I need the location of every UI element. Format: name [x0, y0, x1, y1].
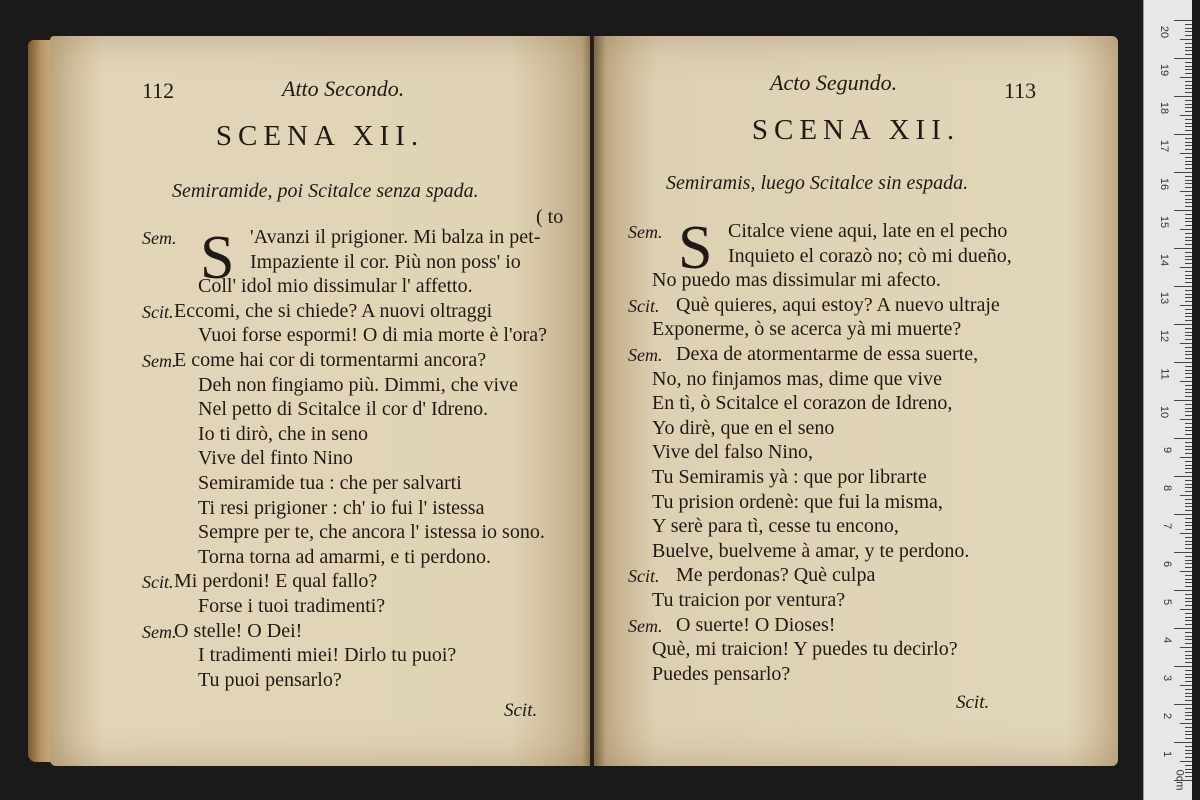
ruler-tick [1185, 499, 1192, 500]
ruler-tick [1185, 491, 1192, 492]
ruler-tick [1180, 343, 1192, 344]
ruler-tick [1185, 719, 1192, 720]
ruler-tick [1185, 415, 1192, 416]
ruler-tick [1174, 58, 1192, 59]
verse-line: No, no finjamos mas, dime que vive [652, 367, 942, 390]
ruler-tick [1185, 316, 1192, 317]
ruler-tick [1174, 742, 1192, 743]
ruler-tick [1185, 689, 1192, 690]
ruler-tick [1185, 180, 1192, 181]
ruler-tick [1174, 666, 1192, 667]
ruler-tick [1185, 73, 1192, 74]
ruler-tick [1185, 92, 1192, 93]
speaker-label: Scit. [628, 566, 660, 587]
ruler-tick [1185, 727, 1192, 728]
ruler-tick [1174, 362, 1192, 363]
ruler-tick [1185, 259, 1192, 260]
ruler-tick [1185, 434, 1192, 435]
ruler-tick [1185, 731, 1192, 732]
running-head: Acto Segundo. [770, 70, 898, 95]
verse-line: Citalce viene aqui, late en el pecho [728, 220, 1008, 242]
ruler-tick [1185, 738, 1192, 739]
ruler-tick [1174, 552, 1192, 553]
ruler-tick [1185, 404, 1192, 405]
ruler-tick [1185, 256, 1192, 257]
scene-title: SCENA XII. [215, 120, 425, 152]
ruler-tick [1174, 628, 1192, 629]
ruler-tick [1185, 373, 1192, 374]
ruler-tick [1185, 221, 1192, 222]
ruler-tick [1185, 582, 1192, 583]
verse-line: Coll' idol mio dissimular l' affetto. [198, 275, 473, 298]
ruler-tick [1185, 195, 1192, 196]
ruler-tick [1180, 761, 1192, 762]
ruler-tick [1185, 442, 1192, 443]
verse-line: Deh non fingiamo più. Dimmi, che vive [198, 373, 518, 396]
ruler-tick [1174, 400, 1192, 401]
ruler-tick [1185, 301, 1192, 302]
verse-line: Eccomi, che si chiede? A nuovi oltraggi [174, 299, 493, 322]
ruler-tick [1185, 670, 1192, 671]
ruler-tick [1185, 282, 1192, 283]
ruler-tick [1185, 206, 1192, 207]
ruler-tick [1180, 381, 1192, 382]
ruler-tick [1185, 708, 1192, 709]
speaker-label: Scit. [628, 295, 660, 316]
ruler-tick [1185, 366, 1192, 367]
ruler-tick [1185, 377, 1192, 378]
verse-line: E come hai cor di tormentarmi ancora? [174, 349, 487, 371]
ruler-tick [1185, 503, 1192, 504]
ruler-tick [1185, 225, 1192, 226]
ruler-tick [1185, 411, 1192, 412]
ruler-tick [1185, 453, 1192, 454]
ruler-number: 6 [1160, 560, 1173, 568]
ruler-tick [1185, 696, 1192, 697]
left-page [50, 36, 590, 766]
ruler-tick [1185, 237, 1192, 238]
ruler-tick [1185, 81, 1192, 82]
ruler-number: 13 [1157, 291, 1170, 305]
ruler-tick [1174, 324, 1192, 325]
ruler-tick [1185, 579, 1192, 580]
ruler-tick [1185, 50, 1192, 51]
verse-line: Tu traicion por ventura? [652, 589, 846, 611]
overflow-word: ( to [536, 206, 564, 228]
ruler-tick [1185, 66, 1192, 67]
ruler-tick [1185, 594, 1192, 595]
ruler-tick [1185, 31, 1192, 32]
ruler-tick [1185, 556, 1192, 557]
ruler-tick [1185, 54, 1192, 55]
speaker-label: Scit. [142, 301, 174, 322]
drop-cap: S [678, 214, 713, 282]
verse-line: En tì, ò Scitalce el corazon de Idreno, [652, 392, 953, 415]
ruler-tick [1185, 510, 1192, 511]
ruler-tick [1180, 609, 1192, 610]
ruler-tick [1185, 662, 1192, 663]
ruler-tick [1185, 389, 1192, 390]
ruler-tick [1185, 199, 1192, 200]
ruler-tick [1174, 476, 1192, 477]
verse-line: Tu Semiramis yà : que por librarte [652, 466, 927, 488]
ruler-tick [1185, 567, 1192, 568]
ruler-tick [1174, 172, 1192, 173]
ruler-tick [1185, 275, 1192, 276]
ruler-tick [1185, 461, 1192, 462]
ruler-tick [1185, 385, 1192, 386]
ruler-tick [1185, 354, 1192, 355]
ruler-number: 15 [1157, 215, 1170, 229]
ruler-tick [1185, 396, 1192, 397]
ruler-tick [1180, 267, 1192, 268]
ruler-tick [1185, 69, 1192, 70]
ruler-tick [1185, 161, 1192, 162]
ruler-tick [1185, 126, 1192, 127]
ruler-tick [1185, 313, 1192, 314]
ruler-number: 5 [1160, 598, 1173, 606]
ruler-tick [1185, 674, 1192, 675]
ruler-tick [1185, 700, 1192, 701]
ruler-tick [1185, 328, 1192, 329]
ruler-tick [1185, 271, 1192, 272]
ruler-tick [1185, 233, 1192, 234]
verse-line: Què quieres, aqui estoy? A nuevo ultraje [676, 293, 1000, 316]
ruler-tick [1180, 153, 1192, 154]
ruler-tick [1174, 590, 1192, 591]
ruler-tick [1185, 62, 1192, 63]
ruler-number: 19 [1157, 63, 1170, 77]
ruler-tick [1185, 753, 1192, 754]
verse-line: I tradimenti miei! Dirlo tu puoi? [198, 644, 457, 667]
verse-line: Me perdonas? Què culpa [676, 564, 876, 587]
ruler-tick [1185, 712, 1192, 713]
ruler-tick [1185, 632, 1192, 633]
ruler-tick [1180, 685, 1192, 686]
ruler-number: 16 [1157, 177, 1170, 191]
ruler-number: 7 [1160, 522, 1173, 530]
speaker-label: Sem. [142, 621, 177, 642]
ruler-tick [1185, 332, 1192, 333]
drop-cap: S [200, 224, 235, 292]
verse-line: Impaziente il cor. Più non poss' io [250, 250, 521, 273]
ruler-unit-label: 0cm [1173, 769, 1186, 791]
ruler-tick [1185, 320, 1192, 321]
ruler-tick [1185, 586, 1192, 587]
ruler-tick [1185, 142, 1192, 143]
book-gutter [582, 36, 606, 766]
verse-line: Inquieto el corazò no; cò mi dueño, [728, 244, 1012, 267]
catchword: Scit. [956, 692, 990, 713]
ruler-tick [1185, 518, 1192, 519]
ruler-tick [1185, 427, 1192, 428]
verse-line: O suerte! O Dioses! [676, 613, 836, 636]
ruler-tick [1185, 765, 1192, 766]
ruler-tick [1174, 514, 1192, 515]
verse-line: Sempre per te, che ancora l' istessa io sono. [198, 521, 545, 544]
verse-line: Mi perdoni! E qual fallo? [174, 570, 378, 593]
ruler-tick [1185, 620, 1192, 621]
ruler-tick [1185, 643, 1192, 644]
ruler-tick [1185, 309, 1192, 310]
ruler-tick [1185, 218, 1192, 219]
ruler-tick [1185, 335, 1192, 336]
ruler-tick [1185, 651, 1192, 652]
verse-line: Ti resi prigioner : ch' io fui l' istessa [198, 496, 485, 519]
ruler-tick [1185, 244, 1192, 245]
verse-line: Semiramide tua : che per salvarti [198, 472, 462, 494]
ruler-tick [1185, 263, 1192, 264]
ruler-tick [1185, 294, 1192, 295]
ruler-tick [1185, 468, 1192, 469]
verse-line: Y serè para tì, cesse tu encono, [652, 515, 899, 538]
verse-line: Tu puoi pensarlo? [198, 668, 342, 691]
ruler-tick [1185, 408, 1192, 409]
ruler-tick [1185, 746, 1192, 747]
ruler-tick [1185, 605, 1192, 606]
ruler-tick [1185, 449, 1192, 450]
speaker-label: Sem. [142, 228, 177, 248]
ruler-number: 20 [1157, 25, 1170, 39]
ruler-tick [1185, 123, 1192, 124]
catchword: Scit. [504, 700, 538, 721]
ruler-tick [1185, 772, 1192, 773]
ruler-tick [1185, 430, 1192, 431]
ruler-tick [1185, 100, 1192, 101]
ruler-tick [1185, 278, 1192, 279]
ruler-tick [1185, 187, 1192, 188]
ruler-tick [1185, 297, 1192, 298]
ruler-tick [1185, 655, 1192, 656]
ruler-tick [1174, 704, 1192, 705]
verse-line: Exponerme, ò se acerca yà mi muerte? [652, 318, 962, 341]
ruler-tick [1185, 715, 1192, 716]
verse-line: Yo dirè, que en el seno [652, 416, 835, 439]
ruler-number: 17 [1157, 139, 1170, 153]
ruler-tick [1185, 617, 1192, 618]
ruler-tick [1185, 35, 1192, 36]
verse-line: 'Avanzi il prigioner. Mi balza in pet- [250, 226, 541, 248]
ruler-number: 2 [1160, 712, 1173, 720]
ruler-tick [1185, 575, 1192, 576]
ruler-tick [1174, 286, 1192, 287]
ruler-tick [1185, 176, 1192, 177]
ruler-tick [1180, 39, 1192, 40]
ruler-number: 14 [1157, 253, 1170, 267]
ruler-tick [1185, 563, 1192, 564]
ruler-tick [1185, 537, 1192, 538]
open-book [22, 30, 1120, 778]
ruler-tick [1185, 529, 1192, 530]
ruler-number: 10 [1157, 405, 1170, 419]
ruler-tick [1174, 20, 1192, 21]
ruler-tick [1185, 658, 1192, 659]
ruler-tick [1185, 351, 1192, 352]
ruler-tick [1185, 138, 1192, 139]
ruler-tick [1180, 495, 1192, 496]
ruler-tick [1185, 214, 1192, 215]
ruler-tick [1185, 290, 1192, 291]
ruler-tick [1185, 423, 1192, 424]
ruler-number: 11 [1158, 368, 1171, 380]
ruler-tick [1174, 438, 1192, 439]
scene-subtitle: Semiramis, luego Scitalce sin espada. [666, 172, 969, 194]
verse-line: Buelve, buelveme à amar, y te perdono. [652, 539, 970, 562]
ruler-tick [1180, 229, 1192, 230]
ruler-tick [1185, 43, 1192, 44]
ruler-tick [1185, 465, 1192, 466]
ruler-tick [1185, 157, 1192, 158]
ruler-tick [1185, 183, 1192, 184]
ruler-tick [1185, 506, 1192, 507]
ruler-tick [1185, 104, 1192, 105]
ruler-tick [1185, 168, 1192, 169]
ruler-tick [1185, 480, 1192, 481]
ruler-tick [1185, 541, 1192, 542]
verse-line: Vive del finto Nino [198, 447, 353, 470]
verse-line: Torna torna ad amarmi, e ti perdono. [198, 545, 491, 568]
ruler-tick [1180, 533, 1192, 534]
ruler-tick [1185, 769, 1192, 770]
measuring-ruler [1143, 0, 1192, 800]
ruler-tick [1185, 370, 1192, 371]
ruler-tick [1185, 47, 1192, 48]
ruler-tick [1185, 636, 1192, 637]
page-number: 113 [1004, 78, 1037, 103]
ruler-number: 3 [1160, 674, 1173, 682]
ruler-tick [1185, 252, 1192, 253]
ruler-tick [1180, 723, 1192, 724]
ruler-number: 4 [1160, 636, 1173, 644]
verse-line: Tu prision ordenè: que fui la misma, [652, 490, 943, 513]
ruler-tick [1185, 598, 1192, 599]
ruler-tick [1185, 392, 1192, 393]
verse-line: Forse i tuoi tradimenti? [198, 595, 386, 617]
right-page [594, 36, 1118, 766]
verse-line: Vive del falso Nino, [652, 441, 813, 464]
ruler-tick [1185, 240, 1192, 241]
ruler-tick [1185, 85, 1192, 86]
page-number: 112 [142, 78, 175, 103]
ruler-tick [1185, 358, 1192, 359]
verse-line: Què, mi traicion! Y puedes tu decirlo? [652, 638, 958, 661]
ruler-tick [1185, 525, 1192, 526]
ruler-tick [1185, 111, 1192, 112]
ruler-tick [1185, 548, 1192, 549]
speaker-label: Sem. [628, 615, 663, 636]
ruler-tick [1185, 750, 1192, 751]
ruler-tick [1185, 677, 1192, 678]
ruler-tick [1185, 522, 1192, 523]
ruler-tick [1180, 571, 1192, 572]
ruler-tick [1185, 601, 1192, 602]
ruler-tick [1185, 28, 1192, 29]
ruler-tick [1185, 164, 1192, 165]
ruler-tick [1185, 472, 1192, 473]
ruler-tick [1185, 339, 1192, 340]
ruler-tick [1185, 145, 1192, 146]
ruler-tick [1174, 96, 1192, 97]
ruler-number: 9 [1160, 446, 1173, 454]
ruler-tick [1180, 191, 1192, 192]
verse-line: Io ti dirò, che in seno [198, 422, 368, 445]
ruler-tick [1185, 613, 1192, 614]
ruler-tick [1185, 347, 1192, 348]
verse-line: No puedo mas dissimular mi afecto. [652, 269, 941, 292]
speaker-label: Sem. [628, 222, 663, 242]
ruler-number: 18 [1157, 101, 1170, 115]
ruler-tick [1185, 130, 1192, 131]
ruler-tick [1185, 202, 1192, 203]
ruler-tick [1185, 119, 1192, 120]
verse-line: Nel petto di Scitalce il cor d' Idreno. [198, 398, 489, 421]
ruler-tick [1174, 210, 1192, 211]
speaker-label: Sem. [628, 345, 663, 365]
ruler-number: 8 [1160, 484, 1173, 492]
running-head: Atto Secondo. [282, 76, 405, 101]
verse-line: Vuoi forse espormi! O di mia morte è l'ora? [198, 324, 547, 347]
ruler-tick [1180, 305, 1192, 306]
ruler-tick [1180, 115, 1192, 116]
scene-title: SCENA XII. [751, 114, 961, 146]
ruler-tick [1180, 647, 1192, 648]
speaker-label: Scit. [142, 572, 174, 593]
ruler-number: 12 [1157, 329, 1170, 343]
ruler-tick [1180, 77, 1192, 78]
scene-subtitle: Semiramide, poi Scitalce senza spada. [172, 180, 479, 202]
ruler-tick [1180, 457, 1192, 458]
ruler-tick [1185, 734, 1192, 735]
ruler-tick [1174, 134, 1192, 135]
ruler-tick [1185, 681, 1192, 682]
ruler-tick [1185, 24, 1192, 25]
ruler-tick [1185, 88, 1192, 89]
ruler-tick [1185, 487, 1192, 488]
ruler-tick [1185, 446, 1192, 447]
ruler-tick [1185, 776, 1192, 777]
ruler-tick [1185, 484, 1192, 485]
verse-line: O stelle! O Dei! [174, 619, 303, 642]
ruler-tick [1185, 560, 1192, 561]
ruler-number: 1 [1160, 750, 1173, 758]
speaker-label: Sem. [142, 351, 177, 371]
ruler-tick [1185, 544, 1192, 545]
ruler-tick [1185, 639, 1192, 640]
ruler-tick [1180, 419, 1192, 420]
ruler-tick [1185, 693, 1192, 694]
ruler-tick [1185, 149, 1192, 150]
verse-line: Puedes pensarlo? [652, 662, 791, 685]
ruler-tick [1185, 107, 1192, 108]
ruler-tick [1185, 624, 1192, 625]
verse-line: Dexa de atormentarme de essa suerte, [676, 343, 979, 365]
ruler-tick [1174, 248, 1192, 249]
ruler-tick [1185, 757, 1192, 758]
